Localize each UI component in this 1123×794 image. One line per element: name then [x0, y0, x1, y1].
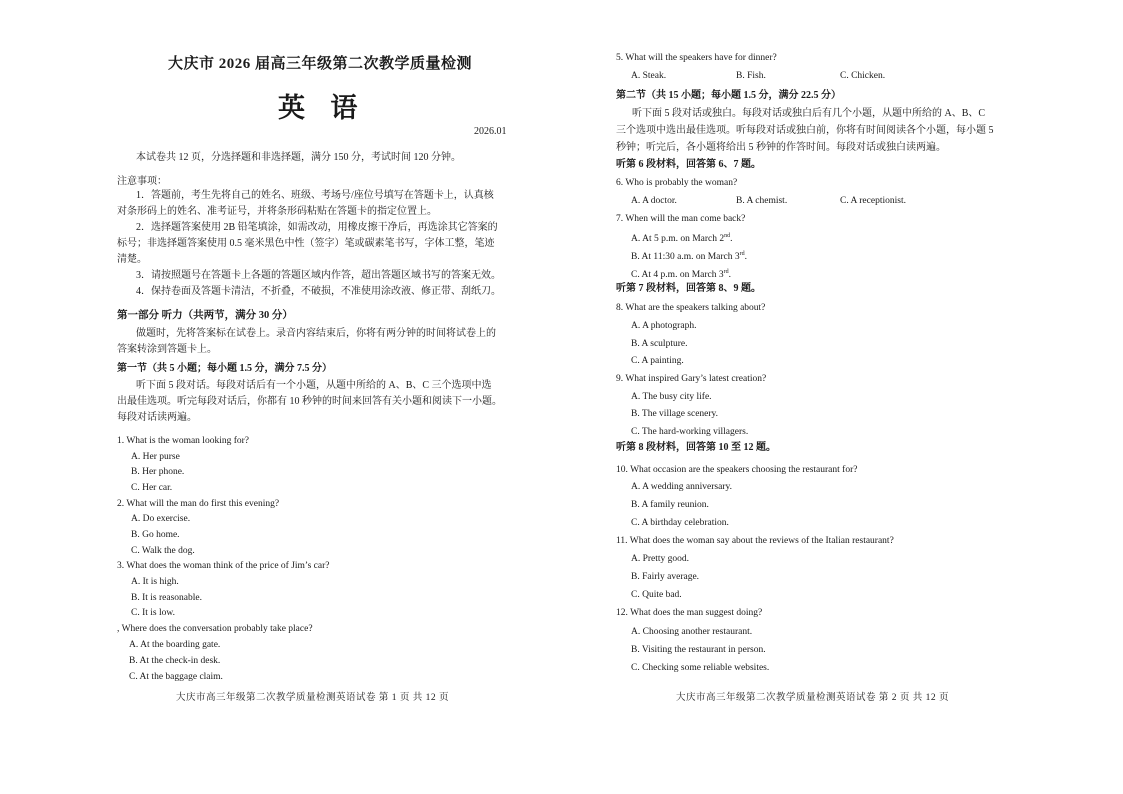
part1-title: 第一部分 听力（共两节，满分 30 分）	[117, 310, 293, 321]
option: A. It is high.	[131, 577, 179, 587]
question-text: 1. What is the woman looking for?	[117, 436, 250, 446]
question-text: 10. What occasion are the speakers choosing the restaurant for?	[616, 465, 858, 475]
page-footer: 大庆市高三年级第二次教学质量检测英语试卷 第 1 页 共 12 页	[176, 693, 450, 703]
page-footer: 大庆市高三年级第二次教学质量检测英语试卷 第 2 页 共 12 页	[676, 693, 950, 703]
question-text: 6. Who is probably the woman?	[616, 178, 738, 188]
subject-title: 英 语	[278, 93, 366, 124]
part1-desc-line: 做题时，先将答案标在试卷上。录音内容结束后，你将有两分钟的时间将试卷上的	[136, 328, 496, 339]
option: A. A wedding anniversary.	[631, 482, 732, 492]
option: A. A doctor.	[631, 196, 677, 206]
option: B. At the check-in desk.	[129, 656, 221, 666]
section2-desc-line: 秒钟；听完后，各小题将给出 5 秒钟的作答时间。每段对话或独白读两遍。	[616, 142, 946, 153]
section2-desc-line: 三个选项中选出最佳选项。听每段对话或独白前，你将有时间阅读各个小题，每小题 5	[616, 125, 994, 136]
question-text: , Where does the conversation probably take place?	[117, 624, 313, 634]
section2-desc-line: 听下面 5 段对话或独白。每段对话或独白后有几个小题，从题中所给的 A、B、C	[632, 108, 986, 119]
option: B. Fairly average.	[631, 572, 700, 582]
question-text: 5. What will the speakers have for dinner?	[616, 53, 777, 63]
option: C. At 4 p.m. on March 3rd.	[631, 269, 731, 281]
option: C. It is low.	[131, 608, 175, 618]
option: B. A family reunion.	[631, 500, 709, 510]
option: A. At 5 p.m. on March 2nd.	[631, 233, 733, 245]
notice-line: 1．答题前，考生先将自己的姓名、班级、考场号/座位号填写在答题卡上，认真核	[136, 190, 494, 201]
section1-desc-line: 每段对话读两遍。	[117, 412, 197, 423]
notice-line: 清楚。	[117, 254, 147, 265]
option: A. Steak.	[631, 71, 667, 81]
part1-desc-line: 答案转涂到答题卡上。	[117, 344, 217, 355]
option: B. Her phone.	[131, 467, 185, 477]
notice-line: 4．保持卷面及答题卡清洁，不折叠，不破损，不准使用涂改液、修正带、刮纸刀。	[136, 286, 501, 297]
question-text: 7. When will the man come back?	[616, 214, 746, 224]
option: C. Chicken.	[840, 71, 886, 81]
option: A. Choosing another restaurant.	[631, 627, 753, 637]
option: A. Her purse	[131, 452, 180, 462]
material-heading: 听第 6 段材料，回答第 6、7 题。	[616, 159, 761, 170]
option: B. A chemist.	[736, 196, 788, 206]
option: B. At 11:30 a.m. on March 3rd.	[631, 251, 747, 263]
option: C. A birthday celebration.	[631, 518, 729, 528]
notice-line: 标号；非选择题答案使用 0.5 毫米黑色中性（签字）笔或碳素笔书写，字体工整，笔迹	[117, 238, 495, 249]
question-text: 2. What will the man do first this evening?	[117, 499, 280, 509]
option: C. The hard-working villagers.	[631, 427, 749, 437]
option: B. Fish.	[736, 71, 766, 81]
option: B. It is reasonable.	[131, 593, 202, 603]
section1-desc-line: 出最佳选项。听完每段对话后，你都有 10 秒钟的时间来回答有关小题和阅读下一小题。	[117, 396, 502, 407]
option: C. Her car.	[131, 483, 173, 493]
question-text: 3. What does the woman think of the price of Jim’s car?	[117, 561, 330, 571]
question-text: 9. What inspired Gary’s latest creation?	[616, 374, 767, 384]
section1-desc-line: 听下面 5 段对话。每段对话后有一个小题，从题中所给的 A、B、C 三个选项中选	[136, 380, 492, 391]
option: B. The village scenery.	[631, 409, 719, 419]
option: C. A receptionist.	[840, 196, 906, 206]
exam-title: 大庆市 2026 届高三年级第二次教学质量检测	[168, 56, 473, 72]
option: A. The busy city life.	[631, 392, 712, 402]
notice-line: 2．选择题答案使用 2B 铅笔填涂，如需改动，用橡皮擦干净后，再选涂其它答案的	[136, 222, 498, 233]
notice-line: 对条形码上的姓名、准考证号，并将条形码粘贴在答题卡的指定位置上。	[117, 206, 437, 217]
option: C. Walk the dog.	[131, 546, 195, 556]
material-heading: 听第 7 段材料，回答第 8、9 题。	[616, 283, 761, 294]
notice-title: 注意事项：	[117, 176, 167, 187]
section2-title: 第二节（共 15 小题；每小题 1.5 分，满分 22.5 分）	[616, 90, 841, 101]
option: B. Visiting the restaurant in person.	[631, 645, 766, 655]
option: A. At the boarding gate.	[129, 640, 221, 650]
option: C. Checking some reliable websites.	[631, 663, 770, 673]
question-text: 11. What does the woman say about the reviews of the Italian restaurant?	[616, 536, 894, 546]
section1-title: 第一节（共 5 小题；每小题 1.5 分，满分 7.5 分）	[117, 363, 332, 374]
option: A. A photograph.	[631, 321, 697, 331]
option: B. Go home.	[131, 530, 180, 540]
question-text: 12. What does the man suggest doing?	[616, 608, 763, 618]
intro-text: 本试卷共 12 页，分选择题和非选择题，满分 150 分，考试时间 120 分钟。	[136, 152, 461, 163]
material-heading: 听第 8 段材料，回答第 10 至 12 题。	[616, 442, 776, 453]
exam-date: 2026.01	[474, 126, 507, 137]
option: A. Do exercise.	[131, 514, 191, 524]
question-text: 8. What are the speakers talking about?	[616, 303, 766, 313]
notice-line: 3．请按照题号在答题卡上各题的答题区域内作答，超出答题区域书写的答案无效。	[136, 270, 501, 281]
option: C. Quite bad.	[631, 590, 682, 600]
option: A. Pretty good.	[631, 554, 690, 564]
option: C. A painting.	[631, 356, 684, 366]
option: B. A sculpture.	[631, 339, 688, 349]
option: C. At the baggage claim.	[129, 672, 223, 682]
